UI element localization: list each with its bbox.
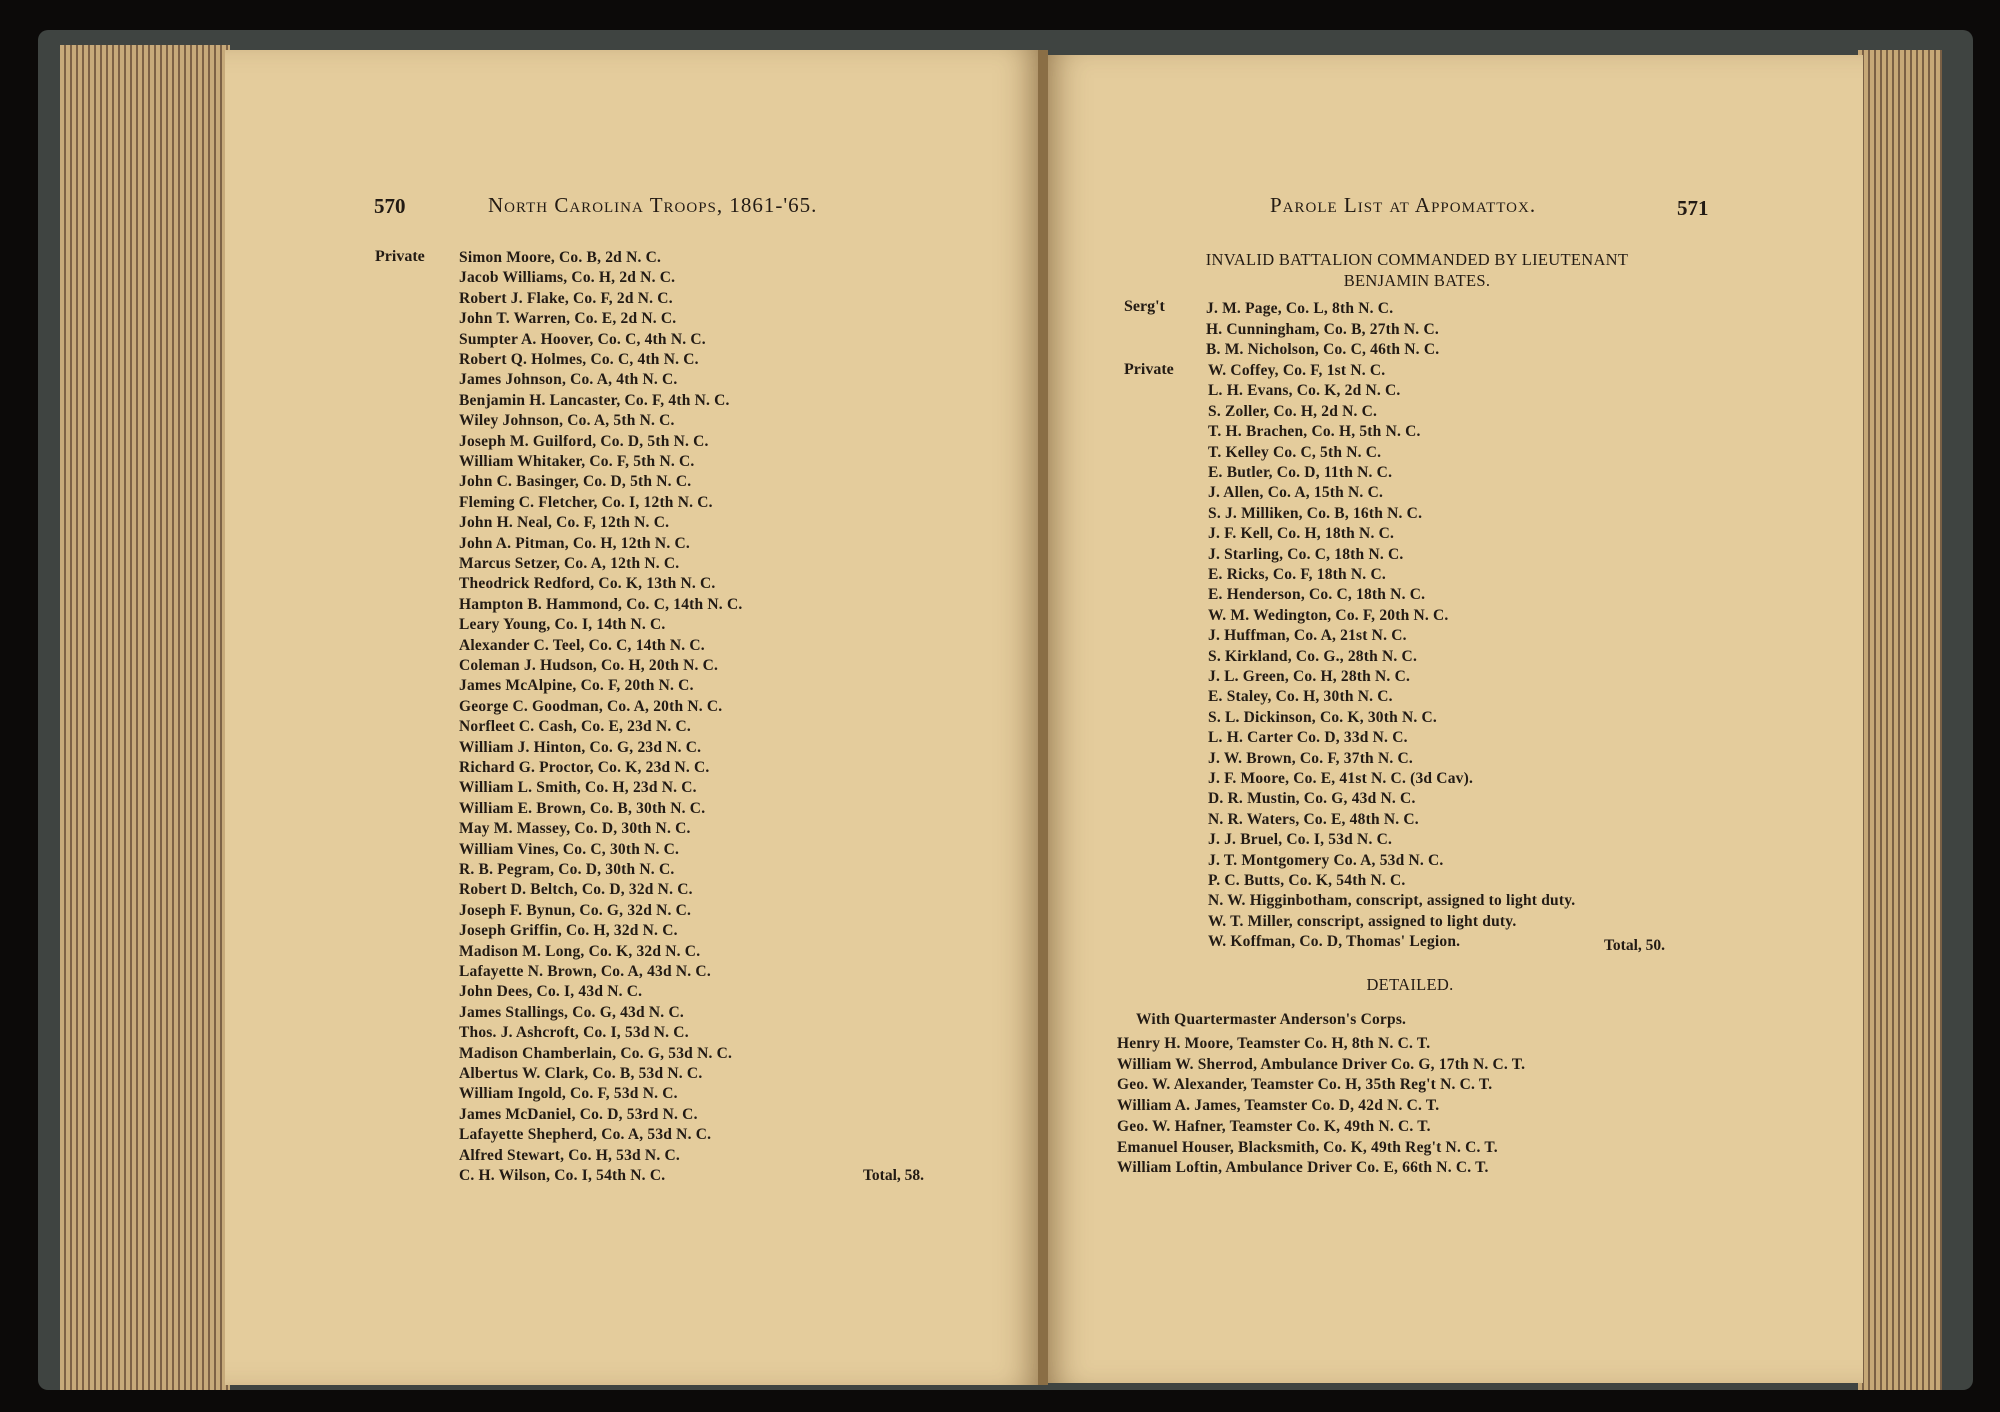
list-entry: Henry H. Moore, Teamster Co. H, 8th N. C. T.	[1117, 1035, 1431, 1052]
list-entry: Jacob Williams, Co. H, 2d N. C.	[459, 269, 676, 287]
list-entry: Simon Moore, Co. B, 2d N. C.	[459, 249, 662, 266]
page-edges-right	[1858, 50, 1942, 1390]
list-entry: Robert D. Beltch, Co. D, 32d N. C.	[459, 881, 693, 899]
list-entry: W. T. Miller, conscript, assigned to light duty.	[1208, 912, 1517, 930]
list-entry: Joseph F. Bynun, Co. G, 32d N. C.	[459, 901, 692, 919]
list-entry: N. R. Waters, Co. E, 48th N. C.	[1208, 810, 1419, 828]
list-entry: William Ingold, Co. F, 53d N. C.	[459, 1085, 678, 1103]
list-entry: James McDaniel, Co. D, 53rd N. C.	[459, 1105, 698, 1123]
left-page-number: 570	[374, 194, 406, 218]
list-entry: Marcus Setzer, Co. A, 12th N. C.	[459, 555, 680, 572]
right-running-head: Parole List at Appomattox.	[1270, 193, 1537, 217]
list-entry: Leary Young, Co. I, 14th N. C.	[459, 616, 666, 634]
list-entry: George C. Goodman, Co. A, 20th N. C.	[459, 697, 723, 715]
list-entry: W. M. Wedington, Co. F, 20th N. C.	[1208, 606, 1449, 624]
list-entry: Theodrick Redford, Co. K, 13th N. C.	[459, 575, 716, 593]
list-entry: William L. Smith, Co. H, 23d N. C.	[459, 779, 697, 797]
list-entry: J. Huffman, Co. A, 21st N. C.	[1208, 627, 1407, 645]
list-entry: William Loftin, Ambulance Driver Co. E, 66th N. C. T.	[1117, 1159, 1489, 1177]
list-entry: May M. Massey, Co. D, 30th N. C.	[459, 820, 691, 838]
list-entry: John H. Neal, Co. F, 12th N. C.	[459, 514, 670, 532]
list-entry: Madison Chamberlain, Co. G, 53d N. C.	[459, 1044, 733, 1062]
list-entry: L. H. Carter Co. D, 33d N. C.	[1208, 729, 1408, 747]
list-entry: J. W. Brown, Co. F, 37th N. C.	[1208, 749, 1413, 767]
page-edges-left	[60, 45, 230, 1390]
list-entry: C. H. Wilson, Co. I, 54th N. C.	[459, 1167, 666, 1184]
list-entry: John A. Pitman, Co. H, 12th N. C.	[459, 534, 690, 552]
list-entry: William E. Brown, Co. B, 30th N. C.	[459, 799, 706, 817]
list-entry: N. W. Higginbotham, conscript, assigned to light duty.	[1208, 892, 1576, 910]
list-entry: Emanuel Houser, Blacksmith, Co. K, 49th Reg't N. C. T.	[1117, 1138, 1498, 1156]
list-entry: J. F. Kell, Co. H, 18th N. C.	[1208, 525, 1395, 543]
list-entry: J. J. Bruel, Co. I, 53d N. C.	[1208, 831, 1393, 849]
list-entry: T. Kelley Co. C, 5th N. C.	[1208, 443, 1382, 461]
list-entry: Lafayette N. Brown, Co. A, 43d N. C.	[459, 963, 711, 980]
list-entry: E. Butler, Co. D, 11th N. C.	[1208, 464, 1393, 481]
list-entry: J. T. Montgomery Co. A, 53d N. C.	[1208, 851, 1444, 869]
list-entry: Benjamin H. Lancaster, Co. F, 4th N. C.	[459, 391, 730, 409]
section-heading-line2: BENJAMIN BATES.	[1343, 271, 1491, 290]
list-entry: J. Allen, Co. A, 15th N. C.	[1208, 484, 1384, 502]
list-entry: S. Zoller, Co. H, 2d N. C.	[1208, 402, 1378, 420]
list-entry: E. Ricks, Co. F, 18th N. C.	[1208, 566, 1386, 583]
list-entry: J. Starling, Co. C, 18th N. C.	[1208, 545, 1404, 563]
list-entry: Richard G. Proctor, Co. K, 23d N. C.	[459, 759, 710, 776]
list-entry: Lafayette Shepherd, Co. A, 53d N. C.	[459, 1126, 712, 1144]
list-entry: S. J. Milliken, Co. B, 16th N. C.	[1208, 504, 1423, 522]
list-entry: Robert J. Flake, Co. F, 2d N. C.	[459, 289, 673, 307]
list-entry: S. L. Dickinson, Co. K, 30th N. C.	[1208, 708, 1438, 726]
list-entry: E. Henderson, Co. C, 18th N. C.	[1208, 586, 1426, 604]
list-entry: Thos. J. Ashcroft, Co. I, 53d N. C.	[459, 1024, 689, 1042]
list-entry: William A. James, Teamster Co. D, 42d N. C. T.	[1117, 1097, 1440, 1115]
list-entry: W. Coffey, Co. F, 1st N. C.	[1208, 362, 1386, 379]
right-total: Total, 50.	[1604, 937, 1666, 954]
list-entry: Geo. W. Hafner, Teamster Co. K, 49th N. C. T.	[1117, 1117, 1431, 1135]
list-entry: D. R. Mustin, Co. G, 43d N. C.	[1208, 790, 1416, 808]
list-entry: Alfred Stewart, Co. H, 53d N. C.	[459, 1146, 680, 1164]
detailed-heading: DETAILED.	[1366, 975, 1454, 994]
list-entry: Geo. W. Alexander, Teamster Co. H, 35th Reg't N. C. T.	[1117, 1076, 1493, 1094]
list-entry: Albertus W. Clark, Co. B, 53d N. C.	[459, 1065, 703, 1082]
list-entry: Robert Q. Holmes, Co. C, 4th N. C.	[459, 351, 699, 368]
list-entry: William J. Hinton, Co. G, 23d N. C.	[459, 738, 702, 756]
list-entry: Joseph M. Guilford, Co. D, 5th N. C.	[459, 432, 709, 450]
list-entry: Norfleet C. Cash, Co. E, 23d N. C.	[459, 718, 691, 736]
list-entry: Wiley Johnson, Co. A, 5th N. C.	[459, 412, 675, 430]
list-entry: E. Staley, Co. H, 30th N. C.	[1208, 688, 1393, 706]
right-page-number: 571	[1677, 196, 1709, 220]
left-total: Total, 58.	[863, 1167, 925, 1184]
right-rank-private: Private	[1124, 361, 1174, 378]
list-entry: Joseph Griffin, Co. H, 32d N. C.	[459, 922, 678, 940]
list-entry: J. L. Green, Co. H, 28th N. C.	[1208, 668, 1411, 685]
list-entry: L. H. Evans, Co. K, 2d N. C.	[1208, 382, 1401, 400]
list-entry: James McAlpine, Co. F, 20th N. C.	[459, 677, 694, 695]
list-entry: Coleman J. Hudson, Co. H, 20th N. C.	[459, 657, 719, 674]
section-heading-line1: INVALID BATTALION COMMANDED BY LIEUTENANT	[1205, 250, 1629, 269]
list-entry: James Johnson, Co. A, 4th N. C.	[459, 371, 678, 389]
list-entry: H. Cunningham, Co. B, 27th N. C.	[1206, 320, 1439, 338]
list-entry: John C. Basinger, Co. D, 5th N. C.	[459, 473, 692, 491]
detailed-subheading: With Quartermaster Anderson's Corps.	[1136, 1011, 1407, 1028]
list-entry: J. F. Moore, Co. E, 41st N. C. (3d Cav).	[1208, 770, 1474, 787]
list-entry: William W. Sherrod, Ambulance Driver Co. G, 17th N. C. T.	[1117, 1055, 1526, 1073]
list-entry: John Dees, Co. I, 43d N. C.	[459, 983, 643, 1001]
list-entry: B. M. Nicholson, Co. C, 46th N. C.	[1206, 341, 1440, 358]
list-entry: W. Koffman, Co. D, Thomas' Legion.	[1208, 933, 1461, 951]
list-entry: Hampton B. Hammond, Co. C, 14th N. C.	[459, 595, 743, 613]
list-entry: R. B. Pegram, Co. D, 30th N. C.	[459, 861, 675, 878]
list-entry: William Whitaker, Co. F, 5th N. C.	[459, 453, 695, 470]
list-entry: J. M. Page, Co. L, 8th N. C.	[1206, 300, 1394, 317]
list-entry: John T. Warren, Co. E, 2d N. C.	[459, 310, 677, 328]
list-entry: William Vines, Co. C, 30th N. C.	[459, 840, 680, 858]
list-entry: S. Kirkland, Co. G., 28th N. C.	[1208, 647, 1418, 665]
right-rank-sergeant: Serg't	[1124, 298, 1165, 315]
list-entry: Alexander C. Teel, Co. C, 14th N. C.	[459, 636, 705, 654]
list-entry: Sumpter A. Hoover, Co. C, 4th N. C.	[459, 330, 706, 348]
list-entry: Madison M. Long, Co. K, 32d N. C.	[459, 942, 701, 960]
book-gutter	[1038, 50, 1048, 1385]
left-rank-private: Private	[375, 248, 425, 265]
left-running-head: North Carolina Troops, 1861-'65.	[488, 193, 818, 217]
list-entry: Fleming C. Fletcher, Co. I, 12th N. C.	[459, 493, 713, 511]
list-entry: P. C. Butts, Co. K, 54th N. C.	[1208, 872, 1406, 889]
list-entry: James Stallings, Co. G, 43d N. C.	[459, 1003, 684, 1021]
list-entry: T. H. Brachen, Co. H, 5th N. C.	[1208, 423, 1421, 441]
